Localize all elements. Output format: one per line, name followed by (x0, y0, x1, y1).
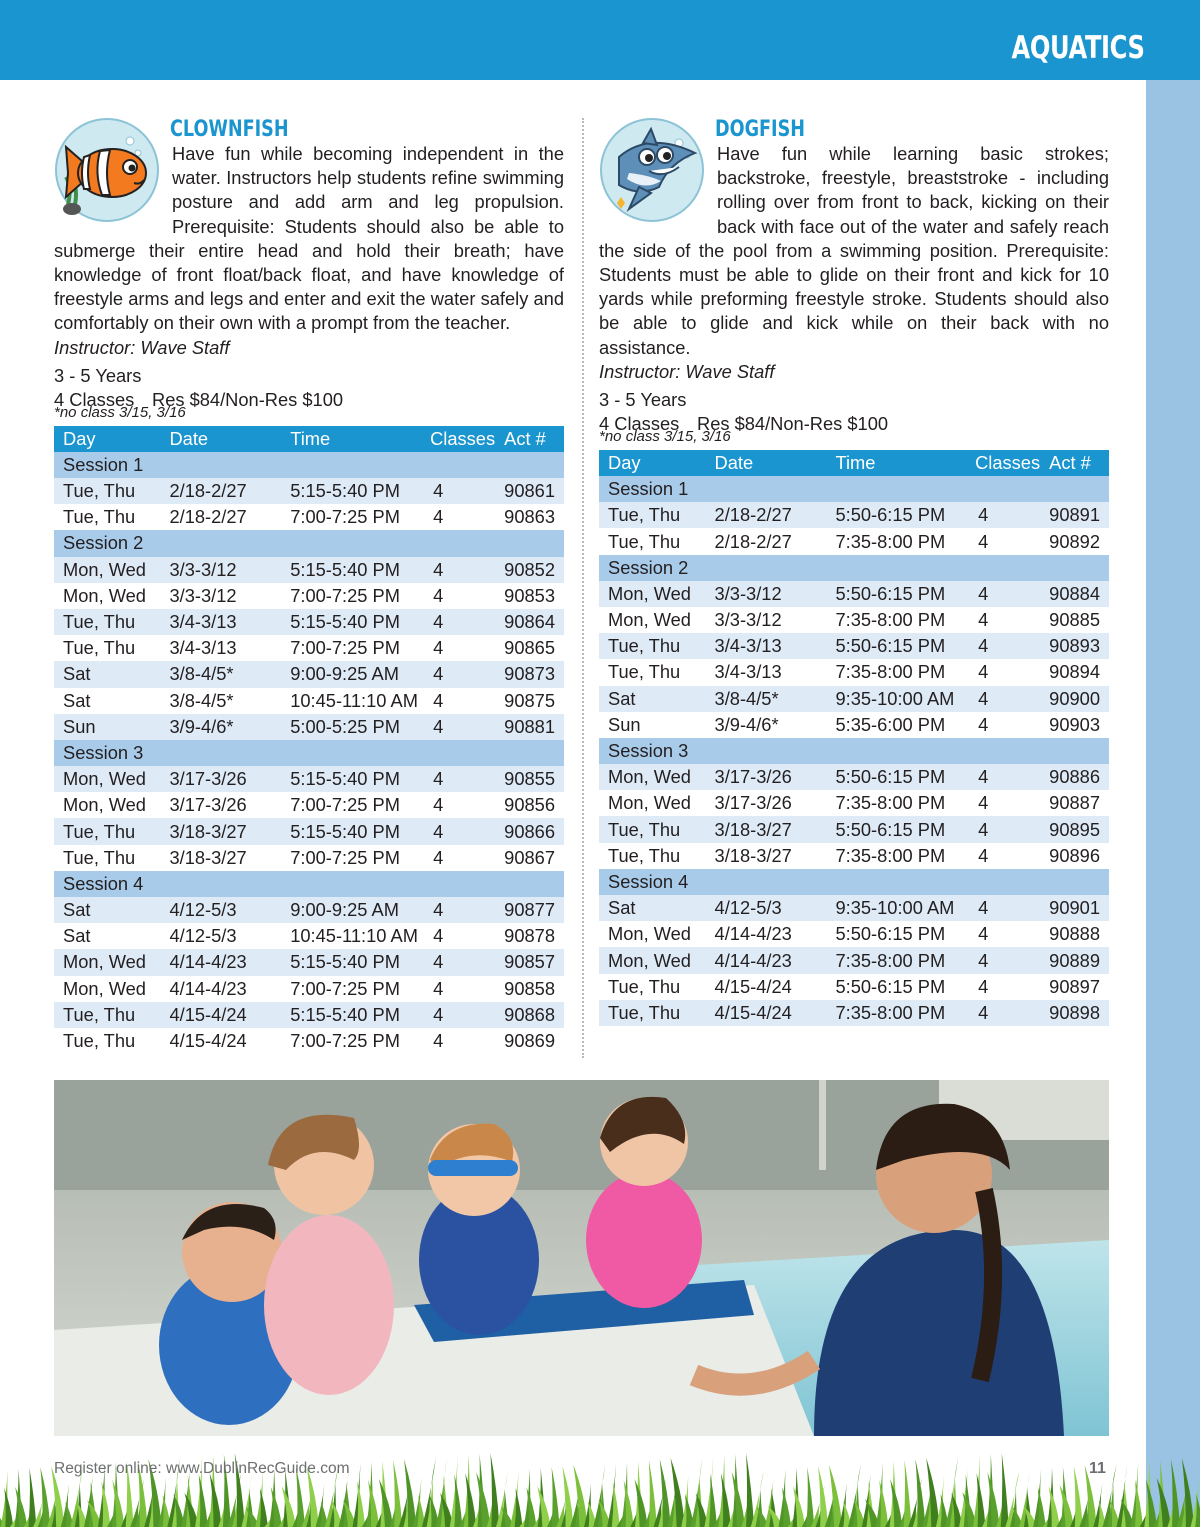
grass-blade (260, 1488, 268, 1527)
cell-day: Mon, Wed (599, 764, 706, 790)
cell-day: Mon, Wed (54, 766, 160, 792)
grass-blade (1038, 1487, 1046, 1527)
course-title: DOGFISH (715, 117, 805, 142)
table-row (599, 581, 1109, 607)
cell-classes: 4 (966, 633, 1040, 659)
cell-day: Mon, Wed (599, 947, 706, 973)
cell-time: 7:35-8:00 PM (826, 843, 966, 869)
cell-date: 2/18-2/27 (160, 478, 281, 504)
session-label: Session 2 (54, 530, 564, 556)
cell-day: Tue, Thu (599, 974, 706, 1000)
cell-day: Sun (599, 712, 706, 738)
cell-classes: 4 (966, 947, 1040, 973)
fee: Res $84/Non-Res $100 (697, 413, 889, 435)
cell-act-number: 90900 (1040, 686, 1109, 712)
column-header-classes: Classes (966, 450, 1040, 476)
table-row (599, 633, 1109, 659)
table-row (54, 609, 564, 635)
grass-blade (1135, 1480, 1143, 1527)
cell-time: 5:15-5:40 PM (281, 766, 421, 792)
cell-date: 2/18-2/27 (706, 528, 827, 554)
grass-blade (806, 1467, 814, 1527)
cell-act-number: 90889 (1040, 947, 1109, 973)
cell-classes: 4 (421, 478, 495, 504)
session-header-row (599, 738, 1109, 764)
cell-day: Sat (54, 897, 160, 923)
cell-classes: 4 (421, 897, 495, 923)
cell-act-number: 90855 (495, 766, 564, 792)
table-row (599, 947, 1109, 973)
table-header-row (599, 450, 1109, 476)
session-label: Session 1 (54, 452, 564, 478)
cell-date: 3/17-3/26 (160, 792, 281, 818)
table-row (54, 478, 564, 504)
swim-lesson-photo (54, 1080, 1109, 1436)
cell-act-number: 90857 (495, 949, 564, 975)
cell-date: 3/8-4/5* (160, 688, 281, 714)
session-label: Session 4 (599, 869, 1109, 895)
cell-classes: 4 (966, 502, 1040, 528)
cell-time: 5:50-6:15 PM (826, 921, 966, 947)
table-row (54, 766, 564, 792)
cell-classes: 4 (421, 818, 495, 844)
table-row (54, 897, 564, 923)
cell-act-number: 90877 (495, 897, 564, 923)
cell-time: 5:35-6:00 PM (826, 712, 966, 738)
clownfish-icon (54, 117, 160, 223)
cell-act-number: 90861 (495, 478, 564, 504)
cell-act-number: 90891 (1040, 502, 1109, 528)
cell-classes: 4 (966, 921, 1040, 947)
cell-classes: 4 (421, 635, 495, 661)
course-description: Have fun while learning basic strokes; backstroke, freestyle, breaststroke - including rolling over from front to back, kicking on their back with face out of the water and safely reach the side of the pool from a swimming position. Prerequisite: Students must be able to glide on their front and kick for 10 yards while preforming freestyle stroke. Students should also be able to glide and kick while on their back with no assistance. (599, 143, 1109, 358)
age-range: 3 - 5 Years (54, 364, 142, 386)
cell-day: Mon, Wed (599, 607, 706, 633)
cell-day: Tue, Thu (54, 504, 160, 530)
cell-day: Tue, Thu (54, 609, 160, 635)
section-title: AQUATICS (1011, 30, 1144, 66)
cell-date: 4/14-4/23 (160, 976, 281, 1002)
cell-date: 4/14-4/23 (706, 921, 827, 947)
cell-act-number: 90865 (495, 635, 564, 661)
cell-classes: 4 (421, 1028, 495, 1054)
cell-time: 9:00-9:25 AM (281, 897, 421, 923)
table-row (599, 686, 1109, 712)
cell-classes: 4 (966, 974, 1040, 1000)
side-accent-bar (1146, 80, 1200, 1527)
cell-date: 3/18-3/27 (160, 845, 281, 871)
cell-act-number: 90875 (495, 688, 564, 714)
cell-classes: 4 (421, 557, 495, 583)
cell-time: 7:00-7:25 PM (281, 976, 421, 1002)
table-row (54, 635, 564, 661)
cell-day: Tue, Thu (54, 845, 160, 871)
cell-act-number: 90864 (495, 609, 564, 635)
session-header-row (599, 476, 1109, 502)
cell-classes: 4 (421, 504, 495, 530)
table-row (599, 659, 1109, 685)
grass-blade (746, 1453, 754, 1527)
grass-blade (649, 1460, 657, 1527)
cell-time: 9:35-10:00 AM (826, 895, 966, 921)
session-header-row (599, 555, 1109, 581)
course-title: CLOWNFISH (170, 117, 289, 142)
cell-day: Mon, Wed (54, 557, 160, 583)
cell-time: 10:45-11:10 AM (281, 688, 421, 714)
cell-act-number: 90895 (1040, 816, 1109, 842)
cell-act-number: 90901 (1040, 895, 1109, 921)
cell-act-number: 90881 (495, 714, 564, 740)
cell-classes: 4 (421, 976, 495, 1002)
grass-blade (1001, 1453, 1009, 1527)
cell-classes: 4 (421, 845, 495, 871)
cell-date: 4/15-4/24 (160, 1002, 281, 1028)
cell-date: 3/18-3/27 (160, 818, 281, 844)
cell-day: Mon, Wed (54, 976, 160, 1002)
cell-date: 2/18-2/27 (160, 504, 281, 530)
cell-date: 3/4-3/13 (706, 633, 827, 659)
cell-date: 4/14-4/23 (160, 949, 281, 975)
cell-day: Tue, Thu (54, 1002, 160, 1028)
cell-classes: 4 (966, 790, 1040, 816)
cell-act-number: 90892 (1040, 528, 1109, 554)
cell-date: 3/18-3/27 (706, 843, 827, 869)
cell-classes: 4 (421, 609, 495, 635)
fee: Res $84/Non-Res $100 (152, 388, 344, 410)
cell-classes: 4 (966, 816, 1040, 842)
cell-day: Sun (54, 714, 160, 740)
session-label: Session 1 (599, 476, 1109, 502)
cell-time: 5:15-5:40 PM (281, 949, 421, 975)
cell-day: Tue, Thu (599, 816, 706, 842)
cell-day: Mon, Wed (599, 921, 706, 947)
table-row (599, 843, 1109, 869)
table-row (599, 764, 1109, 790)
cell-act-number: 90853 (495, 583, 564, 609)
cell-date: 4/12-5/3 (160, 923, 281, 949)
cell-day: Tue, Thu (599, 659, 706, 685)
cell-time: 7:35-8:00 PM (826, 790, 966, 816)
cell-date: 4/15-4/24 (706, 1000, 827, 1026)
table-header-row (54, 426, 564, 452)
table-row (54, 949, 564, 975)
cell-time: 7:00-7:25 PM (281, 635, 421, 661)
cell-date: 3/4-3/13 (160, 609, 281, 635)
cell-time: 7:35-8:00 PM (826, 659, 966, 685)
session-header-row (599, 869, 1109, 895)
cell-time: 7:35-8:00 PM (826, 1000, 966, 1026)
cell-classes: 4 (966, 712, 1040, 738)
cell-classes: 4 (966, 528, 1040, 554)
table-row (54, 504, 564, 530)
cell-date: 3/9-4/6* (706, 712, 827, 738)
cell-day: Tue, Thu (599, 502, 706, 528)
course-dogfish (599, 114, 1109, 1026)
table-row (54, 792, 564, 818)
cell-day: Tue, Thu (599, 528, 706, 554)
cell-act-number: 90867 (495, 845, 564, 871)
cell-date: 4/12-5/3 (160, 897, 281, 923)
table-row (54, 688, 564, 714)
cell-act-number: 90863 (495, 504, 564, 530)
cell-time: 9:35-10:00 AM (826, 686, 966, 712)
cell-time: 5:50-6:15 PM (826, 816, 966, 842)
cell-day: Tue, Thu (599, 633, 706, 659)
session-header-row (54, 530, 564, 556)
table-row (599, 712, 1109, 738)
register-link[interactable]: Register online: www.DublinRecGuide.com (54, 1460, 350, 1477)
session-label: Session 4 (54, 871, 564, 897)
cell-time: 5:50-6:15 PM (826, 633, 966, 659)
cell-classes: 4 (421, 583, 495, 609)
class-count: 4 Classes (54, 388, 135, 410)
no-class-note: *no class 3/15, 3/16 (599, 428, 731, 446)
cell-classes: 4 (966, 686, 1040, 712)
cell-day: Tue, Thu (599, 1000, 706, 1026)
cell-classes: 4 (421, 923, 495, 949)
grass-blade (903, 1460, 911, 1527)
cell-date: 3/3-3/12 (706, 607, 827, 633)
table-row (54, 976, 564, 1002)
session-label: Session 3 (54, 740, 564, 766)
age-range: 3 - 5 Years (599, 389, 687, 411)
cell-time: 7:00-7:25 PM (281, 504, 421, 530)
cell-time: 7:00-7:25 PM (281, 792, 421, 818)
instructor: Instructor: Wave Staff (599, 360, 775, 382)
cell-date: 3/4-3/13 (706, 659, 827, 685)
cell-day: Mon, Wed (54, 792, 160, 818)
table-row (599, 502, 1109, 528)
cell-day: Tue, Thu (54, 635, 160, 661)
cell-date: 4/15-4/24 (160, 1028, 281, 1054)
column-header-day: Day (599, 450, 706, 476)
cell-classes: 4 (966, 764, 1040, 790)
table-row (599, 1000, 1109, 1026)
cell-time: 7:00-7:25 PM (281, 1028, 421, 1054)
table-row (54, 1002, 564, 1028)
cell-time: 5:50-6:15 PM (826, 581, 966, 607)
cell-day: Mon, Wed (54, 583, 160, 609)
cell-classes: 4 (421, 1002, 495, 1028)
table-row (54, 923, 564, 949)
table-row (54, 714, 564, 740)
cell-classes: 4 (966, 843, 1040, 869)
cell-date: 3/18-3/27 (706, 816, 827, 842)
cell-time: 7:00-7:25 PM (281, 845, 421, 871)
cell-time: 5:15-5:40 PM (281, 609, 421, 635)
cell-time: 7:35-8:00 PM (826, 947, 966, 973)
cell-day: Tue, Thu (599, 843, 706, 869)
cell-date: 3/3-3/12 (706, 581, 827, 607)
session-header-row (54, 740, 564, 766)
cell-date: 3/17-3/26 (160, 766, 281, 792)
cell-date: 3/8-4/5* (160, 661, 281, 687)
cell-act-number: 90873 (495, 661, 564, 687)
dogfish-icon (599, 117, 705, 223)
cell-date: 4/12-5/3 (706, 895, 827, 921)
class-count: 4 Classes (599, 413, 680, 435)
cell-date: 3/3-3/12 (160, 557, 281, 583)
cell-day: Sat (54, 661, 160, 687)
cell-time: 5:50-6:15 PM (826, 502, 966, 528)
cell-time: 5:50-6:15 PM (826, 764, 966, 790)
cell-classes: 4 (421, 714, 495, 740)
no-class-note: *no class 3/15, 3/16 (54, 403, 186, 421)
cell-day: Mon, Wed (599, 581, 706, 607)
table-row (599, 607, 1109, 633)
cell-date: 3/4-3/13 (160, 635, 281, 661)
column-header-act: Act # (1040, 450, 1109, 476)
column-header-day: Day (54, 426, 160, 452)
table-row (599, 921, 1109, 947)
table-row (54, 583, 564, 609)
cell-act-number: 90898 (1040, 1000, 1109, 1026)
cell-day: Tue, Thu (54, 818, 160, 844)
table-row (599, 974, 1109, 1000)
session-header-row (54, 452, 564, 478)
table-row (54, 818, 564, 844)
cell-time: 7:35-8:00 PM (826, 607, 966, 633)
table-row (54, 661, 564, 687)
cell-act-number: 90858 (495, 976, 564, 1002)
cell-classes: 4 (966, 607, 1040, 633)
cell-act-number: 90896 (1040, 843, 1109, 869)
column-header-classes: Classes (421, 426, 495, 452)
cell-classes: 4 (966, 1000, 1040, 1026)
cell-time: 9:00-9:25 AM (281, 661, 421, 687)
cell-act-number: 90866 (495, 818, 564, 844)
schedule-table (54, 426, 564, 1054)
column-header-time: Time (826, 450, 966, 476)
cell-time: 7:35-8:00 PM (826, 528, 966, 554)
cell-time: 5:15-5:40 PM (281, 1002, 421, 1028)
cell-date: 3/3-3/12 (160, 583, 281, 609)
cell-time: 5:15-5:40 PM (281, 478, 421, 504)
cell-act-number: 90878 (495, 923, 564, 949)
cell-act-number: 90897 (1040, 974, 1109, 1000)
grass-blade (454, 1474, 462, 1527)
grass-blade (357, 1481, 365, 1527)
cell-time: 10:45-11:10 AM (281, 923, 421, 949)
table-row (54, 557, 564, 583)
cell-day: Sat (54, 688, 160, 714)
cell-date: 3/8-4/5* (706, 686, 827, 712)
cell-act-number: 90887 (1040, 790, 1109, 816)
cell-classes: 4 (421, 688, 495, 714)
cell-act-number: 90886 (1040, 764, 1109, 790)
cell-act-number: 90885 (1040, 607, 1109, 633)
cell-act-number: 90856 (495, 792, 564, 818)
column-header-act: Act # (495, 426, 564, 452)
cell-time: 5:50-6:15 PM (826, 974, 966, 1000)
session-label: Session 2 (599, 555, 1109, 581)
grass-border (0, 1440, 1200, 1527)
session-header-row (54, 871, 564, 897)
cell-act-number: 90903 (1040, 712, 1109, 738)
cell-act-number: 90884 (1040, 581, 1109, 607)
cell-act-number: 90888 (1040, 921, 1109, 947)
column-header-time: Time (281, 426, 421, 452)
grass-blade (552, 1467, 560, 1527)
column-header-date: Date (160, 426, 281, 452)
page-number: 11 (1089, 1460, 1106, 1477)
cell-day: Mon, Wed (599, 790, 706, 816)
cell-day: Sat (54, 923, 160, 949)
course-clownfish (54, 114, 564, 1054)
cell-day: Tue, Thu (54, 1028, 160, 1054)
table-row (54, 1028, 564, 1054)
cell-classes: 4 (966, 659, 1040, 685)
session-label: Session 3 (599, 738, 1109, 764)
table-row (599, 528, 1109, 554)
cell-classes: 4 (421, 766, 495, 792)
cell-time: 7:00-7:25 PM (281, 583, 421, 609)
cell-date: 3/9-4/6* (160, 714, 281, 740)
cell-day: Sat (599, 895, 706, 921)
cell-time: 5:15-5:40 PM (281, 818, 421, 844)
grass-blade (28, 1468, 36, 1527)
cell-act-number: 90852 (495, 557, 564, 583)
instructor: Instructor: Wave Staff (54, 336, 230, 358)
cell-act-number: 90893 (1040, 633, 1109, 659)
cell-date: 3/17-3/26 (706, 764, 827, 790)
cell-classes: 4 (421, 661, 495, 687)
column-header-date: Date (706, 450, 827, 476)
course-description: Have fun while becoming independent in the water. Instructors help students refine swimming posture and add arm and leg propulsion. Prerequisite: Students should also be able to submerge their entire head and hold their breath; have knowledge of front float/back float, and have knowledge of freestyle arms and legs and enter and exit the water safely and comfortably on their own with a prompt from the teacher. (54, 143, 564, 334)
schedule-table (599, 450, 1109, 1026)
cell-day: Mon, Wed (54, 949, 160, 975)
cell-classes: 4 (421, 792, 495, 818)
cell-day: Tue, Thu (54, 478, 160, 504)
cell-act-number: 90869 (495, 1028, 564, 1054)
cell-day: Sat (599, 686, 706, 712)
cell-act-number: 90868 (495, 1002, 564, 1028)
table-row (599, 895, 1109, 921)
cell-date: 2/18-2/27 (706, 502, 827, 528)
cell-classes: 4 (966, 895, 1040, 921)
cell-time: 5:00-5:25 PM (281, 714, 421, 740)
table-row (599, 816, 1109, 842)
table-row (599, 790, 1109, 816)
cell-date: 4/14-4/23 (706, 947, 827, 973)
table-row (54, 845, 564, 871)
cell-date: 3/17-3/26 (706, 790, 827, 816)
cell-classes: 4 (421, 949, 495, 975)
cell-date: 4/15-4/24 (706, 974, 827, 1000)
cell-time: 5:15-5:40 PM (281, 557, 421, 583)
cell-act-number: 90894 (1040, 659, 1109, 685)
cell-classes: 4 (966, 581, 1040, 607)
column-divider (582, 118, 584, 1058)
